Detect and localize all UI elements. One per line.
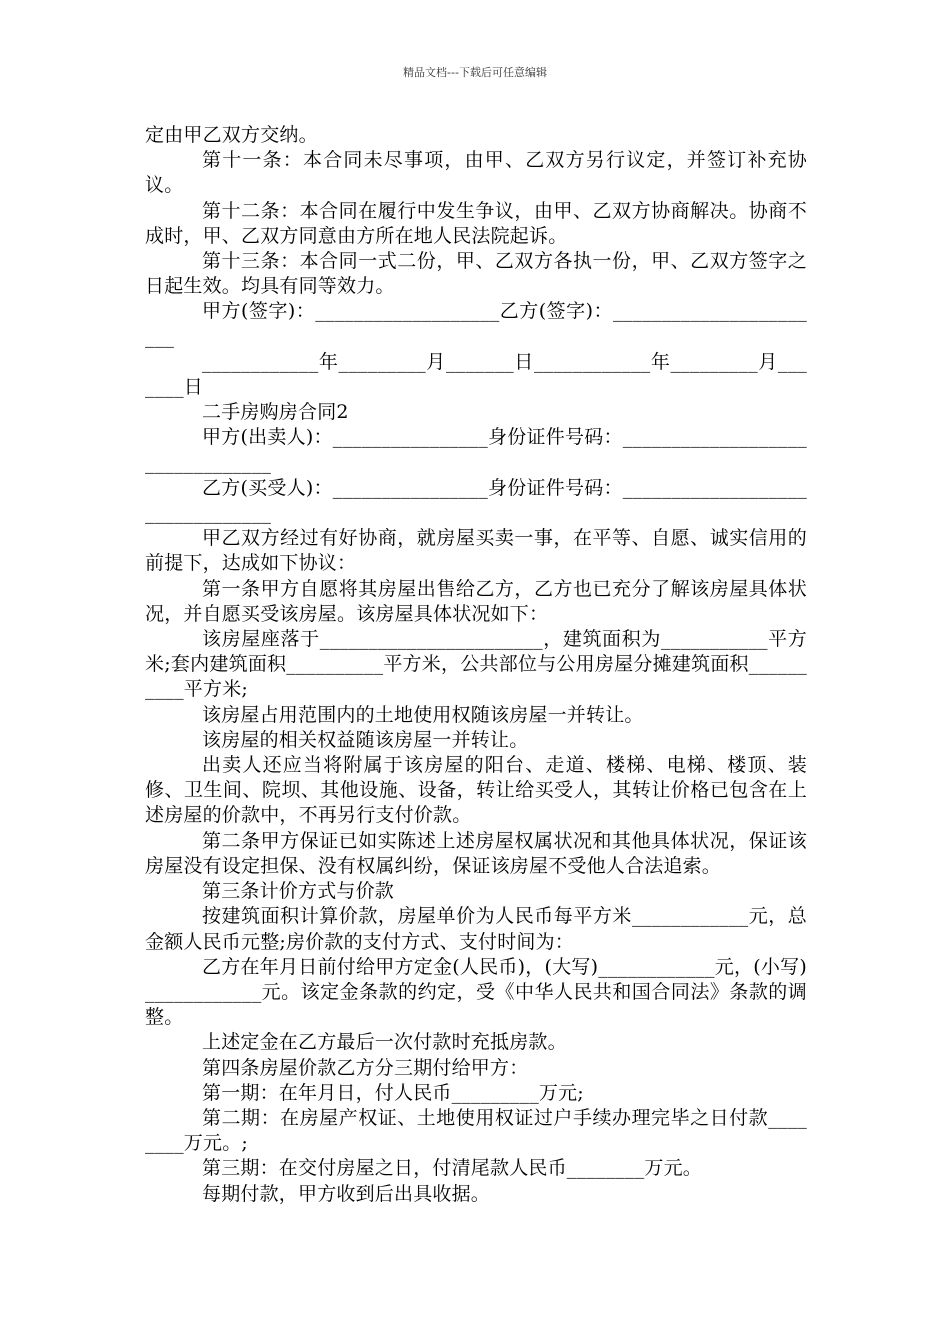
paragraph-article-4: 第四条房屋价款乙方分三期付给甲方： (202, 1056, 529, 1079)
date-line: ____________年_________月_______日____________年_________月_______日 (145, 350, 807, 399)
paragraph-article-3-title: 第三条计价方式与价款 (202, 880, 395, 903)
paragraph-deposit: 乙方在年月日前付给甲方定金(人民币)，(大写)____________元，(小写)____________元。该定金条款的约定，受《中华人民共和国合同法》条款的调整。 (145, 955, 807, 1029)
paragraph-pricing: 按建筑面积计算价款，房屋单价为人民币每平方米____________元，总金额人民币元整;房价款的支付方式、支付时间为： (145, 905, 807, 953)
paragraph-installment-1: 第一期：在年月日，付人民币_________万元; (202, 1081, 584, 1104)
paragraph-installment-3: 第三期：在交付房屋之日，付清尾款人民币________万元。 (202, 1157, 703, 1180)
paragraph-article-2: 第二条甲方保证已如实陈述上述房屋权属状况和其他具体状况，保证该房屋没有设定担保、没有权属纠纷，保证该房屋不受他人合法追索。 (145, 829, 807, 877)
paragraph-article-13: 第十三条：本合同一式二份，甲、乙双方各执一份，甲、乙双方签字之日起生效。均具有同等效力。 (145, 250, 807, 298)
document-body (145, 123, 807, 1207)
party-a-seller-line: 甲方(出卖人)：________________身份证件号码：________________________________ (145, 426, 807, 474)
paragraph-property-location: 该房屋座落于_______________________，建筑面积为___________平方米;套内建筑面积__________平方米，公共部位与公用房屋分摊建筑面积__________平方米; (145, 628, 807, 701)
paragraph-installment-2: 第二期：在房屋产权证、土地使用权证过户手续办理完毕之日付款________万元。; (145, 1106, 807, 1155)
page-header: 精品文档---下载后可任意编辑 (403, 66, 547, 79)
paragraph-deposit-offset: 上述定金在乙方最后一次付款时充抵房款。 (202, 1031, 567, 1054)
party-b-buyer-line: 乙方(买受人)：________________身份证件号码：________________________________ (145, 476, 807, 525)
paragraph-preamble: 甲乙双方经过有好协商，就房屋买卖一事，在平等、自愿、诚实信用的前提下，达成如下协议： (145, 527, 807, 575)
contract-2-title: 二手房购房合同2 (202, 401, 349, 424)
paragraph-attached-facilities: 出卖人还应当将附属于该房屋的阳台、走道、楼梯、电梯、楼顶、装修、卫生间、院坝、其他设施、设备，转让给买受人，其转让价格已包含在上述房屋的价款中，不再另行支付价款。 (145, 754, 807, 827)
paragraph-payment-clause-end: 定由甲乙双方交纳。 (145, 124, 318, 146)
paragraph-article-11: 第十一条：本合同未尽事项，由甲、乙双方另行议定，并签订补充协议。 (145, 149, 807, 197)
paragraph-article-1: 第一条甲方自愿将其房屋出售给乙方，乙方也已充分了解该房屋具体状况，并自愿买受该房屋。该房屋具体状况如下： (145, 577, 807, 625)
paragraph-land-use-right: 该房屋占用范围内的土地使用权随该房屋一并转让。 (202, 703, 644, 726)
signature-line: 甲方(签字)：___________________乙方(签字)：_______________________ (145, 300, 807, 348)
paragraph-receipt: 每期付款，甲方收到后出具收据。 (202, 1182, 491, 1205)
paragraph-article-12: 第十二条：本合同在履行中发生争议，由甲、乙双方协商解决。协商不成时，甲、乙双方同意由方所在地人民法院起诉。 (145, 199, 807, 247)
paragraph-related-rights: 该房屋的相关权益随该房屋一并转让。 (202, 728, 529, 751)
